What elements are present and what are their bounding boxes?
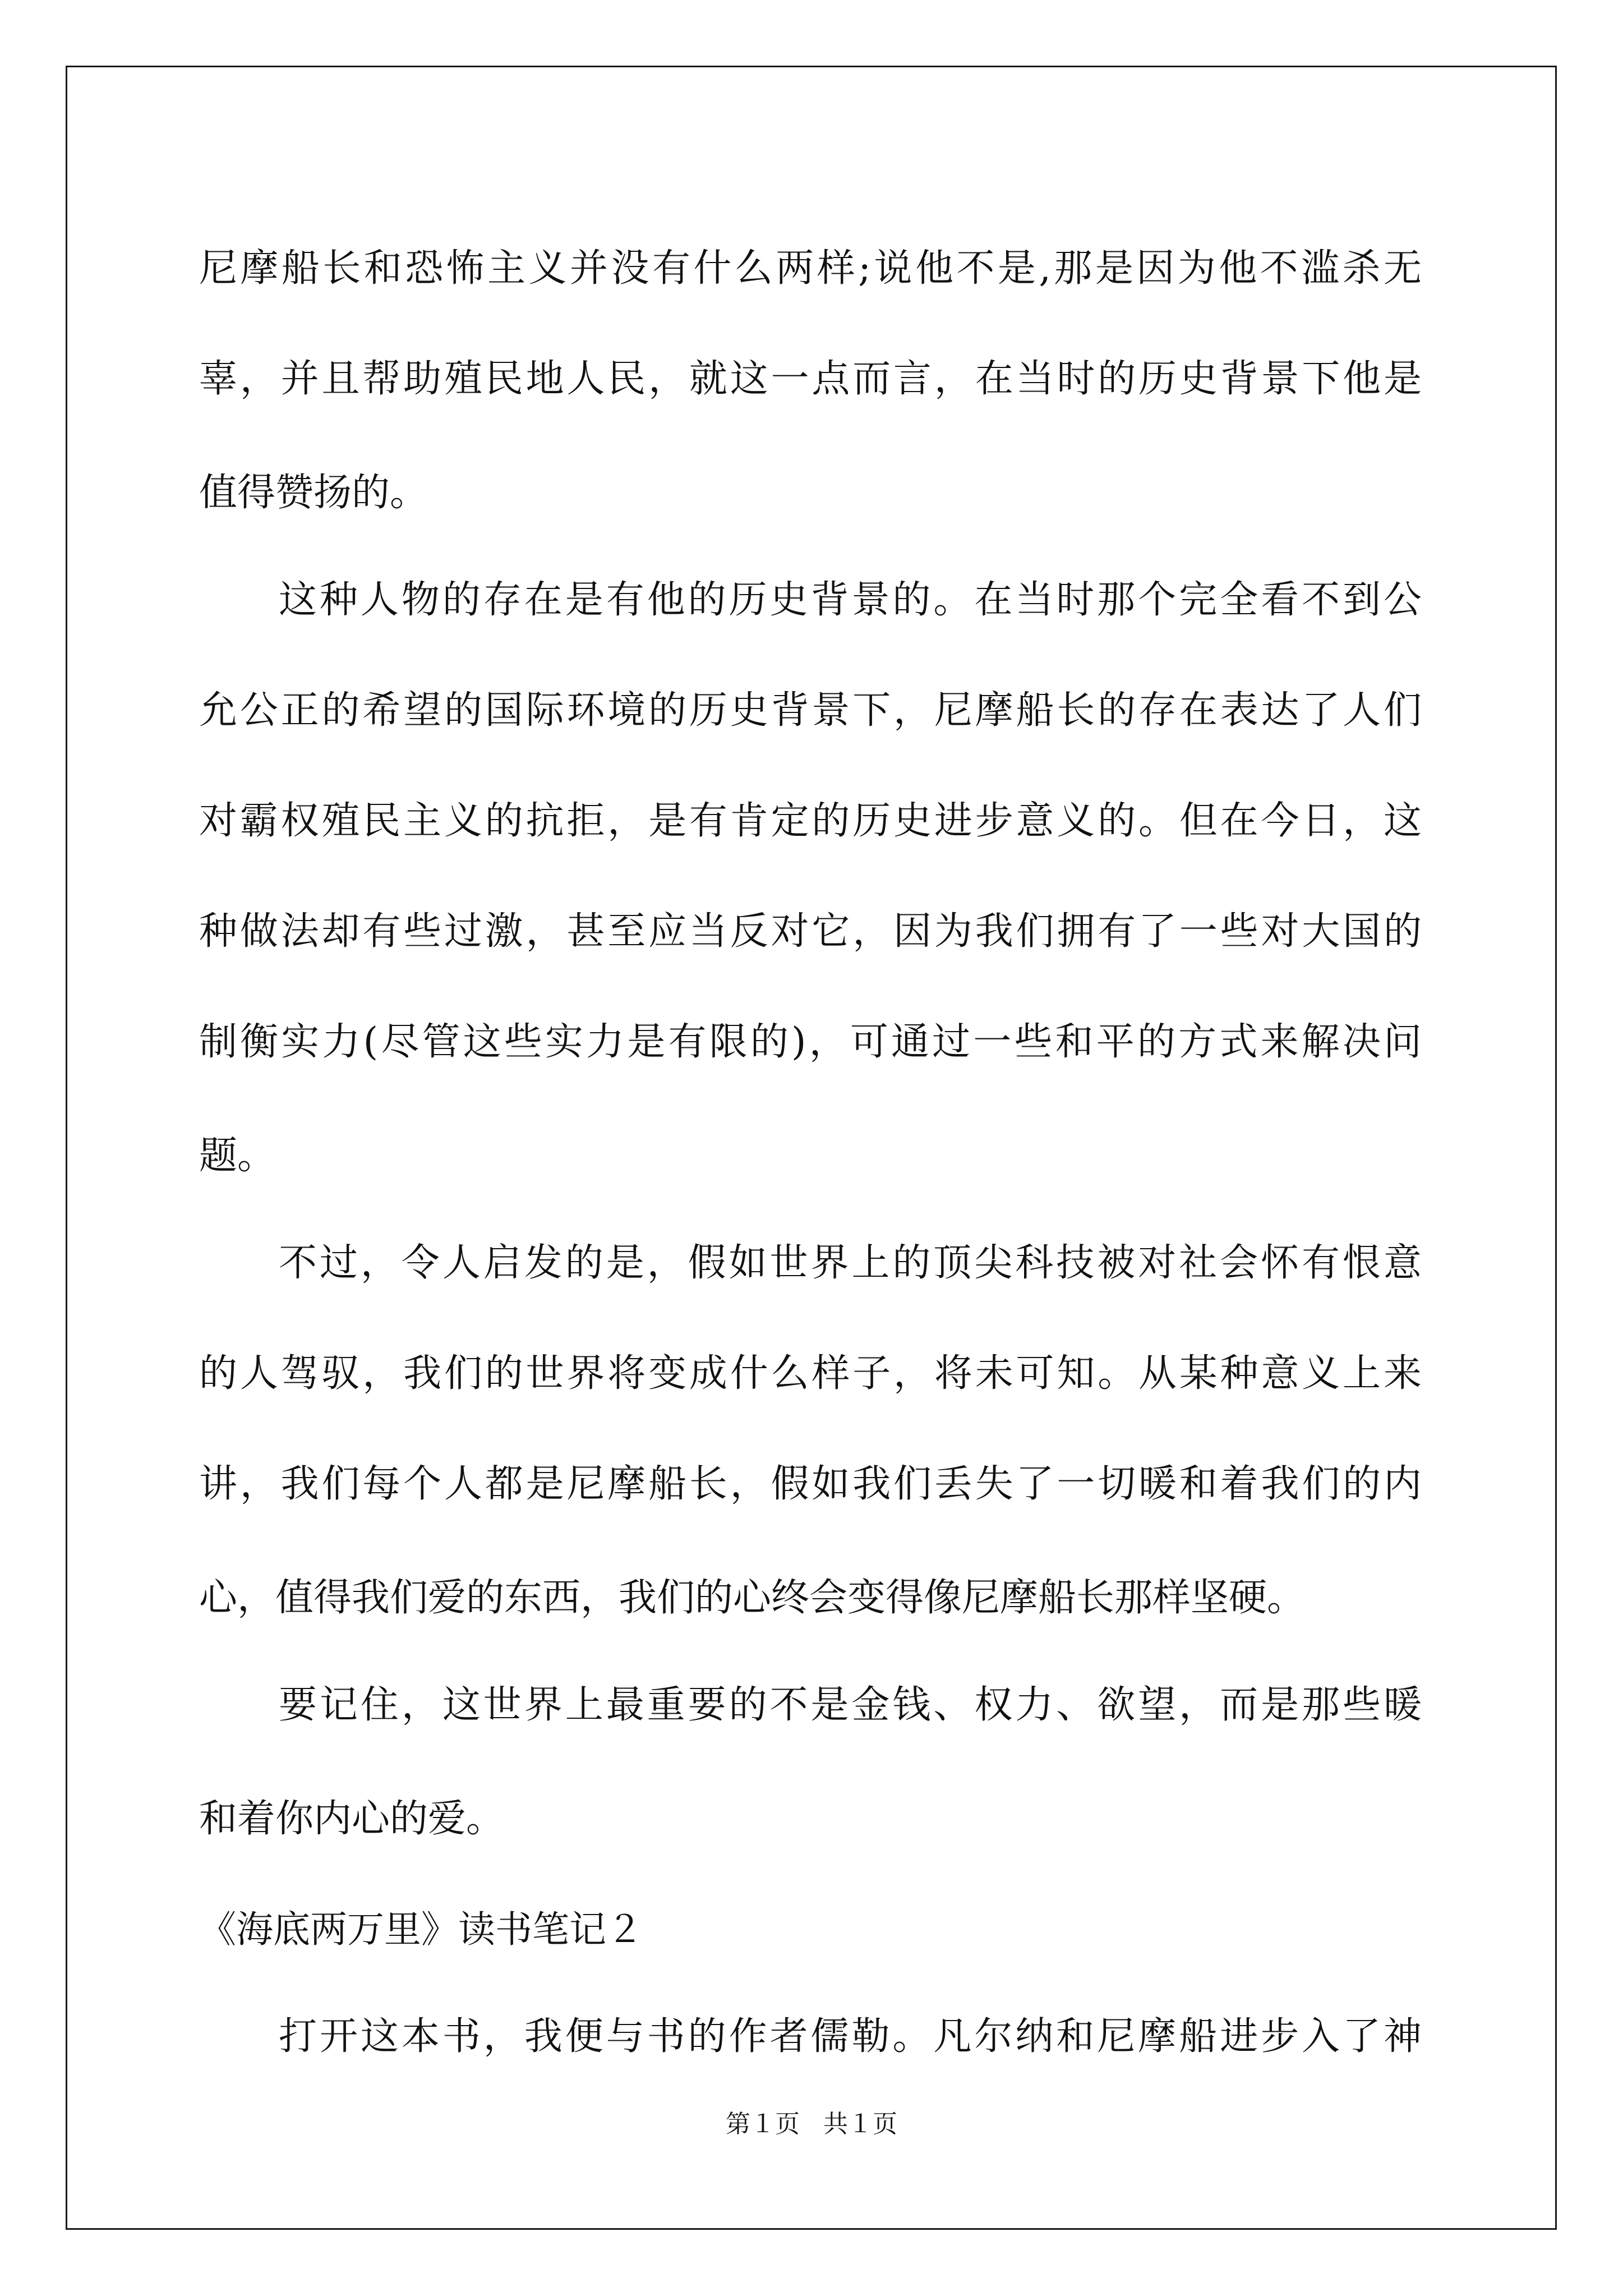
- section-heading: 《海底两万里》读书笔记２: [199, 1908, 643, 1951]
- text-line: 种做法却有些过激，甚至应当反对它，因为我们拥有了一些对大国的: [199, 909, 1422, 954]
- paragraph-start-line: 要记住，这世界上最重要的不是金钱、权力、欲望，而是那些暖: [279, 1683, 1422, 1727]
- text-line: 的人驾驭，我们的世界将变成什么样子，将未可知。从某种意义上来: [199, 1351, 1422, 1396]
- page-footer: [0, 2104, 1623, 2139]
- text-line: 值得赞扬的。: [199, 471, 428, 515]
- page-number: 第１页: [726, 2110, 800, 2138]
- text-line: 允公正的希望的国际环境的历史背景下，尼摩船长的存在表达了人们: [199, 688, 1422, 733]
- paragraph-start-line: 不过，令人启发的是，假如世界上的顶尖科技被对社会怀有恨意: [279, 1241, 1422, 1285]
- text-line: 对霸权殖民主义的抗拒，是有肯定的历史进步意义的。但在今日，这: [199, 799, 1422, 843]
- text-line: 尼摩船长和恐怖主义并没有什么两样;说他不是,那是因为他不滥杀无: [199, 246, 1422, 291]
- page-total: 共１页: [823, 2110, 897, 2138]
- text-line: 和着你内心的爱。: [199, 1797, 505, 1841]
- text-line: 讲，我们每个人都是尼摩船长，假如我们丢失了一切暖和着我们的内: [199, 1462, 1422, 1506]
- paragraph-start-line: 这种人物的存在是有他的历史背景的。在当时那个完全看不到公: [279, 578, 1422, 622]
- text-line: 心，值得我们爱的东西，我们的心终会变得像尼摩船长那样坚硬。: [199, 1576, 1306, 1620]
- paragraph-start-line: 打开这本书，我便与书的作者儒勒。凡尔纳和尼摩船进步入了神: [279, 2014, 1422, 2059]
- text-line: 辜，并且帮助殖民地人民，就这一点而言，在当时的历史背景下他是: [199, 357, 1422, 401]
- text-line: 题。: [199, 1134, 276, 1178]
- document-body: [199, 213, 1422, 2092]
- text-line: 制衡实力(尽管这些实力是有限的)，可通过一些和平的方式来解决问: [199, 1020, 1422, 1064]
